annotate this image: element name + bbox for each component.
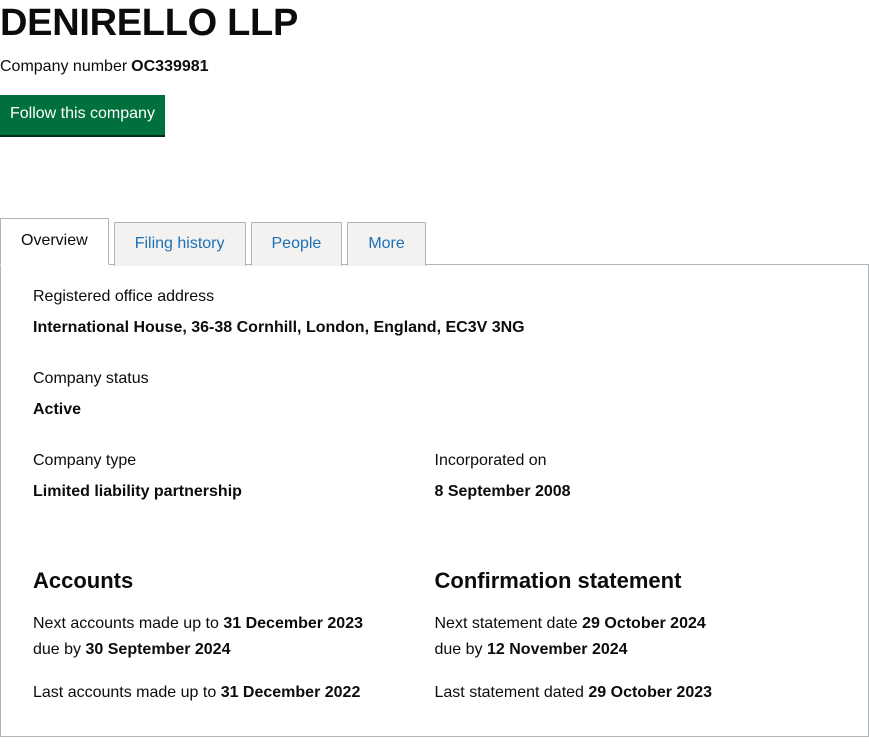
last-accounts-value: 31 December 2022 <box>220 683 361 701</box>
company-status-block <box>33 367 836 422</box>
tab-people[interactable] <box>251 221 343 265</box>
last-accounts-line <box>33 681 420 704</box>
page-title: DENIRELLO LLP <box>0 2 298 44</box>
accounts-confirmation-row <box>33 568 836 706</box>
last-statement-line <box>435 681 837 704</box>
next-accounts-due-label: due by <box>33 640 82 658</box>
company-status-label: Company status <box>33 370 149 387</box>
next-accounts-due-value: 30 September 2024 <box>85 640 231 658</box>
next-accounts-value: 31 December 2023 <box>223 615 363 633</box>
confirmation-gap <box>435 663 837 681</box>
company-number-label: Company number <box>0 57 128 75</box>
tab-overview[interactable] <box>0 218 109 265</box>
confirmation-statement-section <box>435 568 837 706</box>
last-statement-value: 29 October 2023 <box>588 683 713 701</box>
accounts-section <box>33 568 435 706</box>
company-tabs <box>0 218 869 737</box>
company-type-label: Company type <box>33 452 137 469</box>
next-statement-due-line <box>435 638 837 661</box>
registered-office-address-block <box>33 285 836 340</box>
company-number <box>0 58 869 76</box>
confirmation-statement-heading: Confirmation statement <box>434 568 682 593</box>
company-type-incorporated-row <box>33 449 836 504</box>
incorporated-on-value: 8 September 2008 <box>434 483 571 500</box>
overview-panel <box>0 264 869 737</box>
last-statement-label: Last statement dated <box>434 683 584 701</box>
accounts-gap <box>33 663 420 681</box>
tab-list <box>0 218 869 265</box>
next-statement-value: 29 October 2024 <box>582 615 706 633</box>
next-statement-label: Next statement date <box>434 615 578 633</box>
last-accounts-label: Last accounts made up to <box>33 683 217 701</box>
follow-this-company-button[interactable]: Follow this company <box>0 95 165 137</box>
next-statement-line <box>435 612 837 635</box>
company-status-value: Active <box>33 401 82 418</box>
section-spacer <box>33 504 836 568</box>
tab-more-link[interactable]: More <box>347 222 425 266</box>
tab-filing-history-link[interactable]: Filing history <box>114 222 246 266</box>
company-type-block <box>33 449 435 504</box>
next-accounts-label: Next accounts made up to <box>33 615 219 633</box>
registered-office-address-value: International House, 36-38 Cornhill, London, England, EC3V 3NG <box>33 319 525 336</box>
next-statement-due-value: 12 November 2024 <box>487 640 628 658</box>
next-accounts-line <box>33 612 420 635</box>
tab-overview-link[interactable]: Overview <box>0 218 109 265</box>
accounts-heading: Accounts <box>33 568 134 593</box>
incorporated-on-label: Incorporated on <box>434 452 547 469</box>
company-type-value: Limited liability partnership <box>33 483 242 500</box>
tab-people-link[interactable]: People <box>251 222 343 266</box>
registered-office-address-label: Registered office address <box>33 288 215 305</box>
incorporated-on-block <box>435 449 837 504</box>
next-statement-due-label: due by <box>434 640 483 658</box>
company-number-value: OC339981 <box>131 57 209 75</box>
tab-more[interactable] <box>347 221 425 265</box>
next-accounts-due-line <box>33 638 420 661</box>
tab-filing-history[interactable] <box>114 221 246 265</box>
